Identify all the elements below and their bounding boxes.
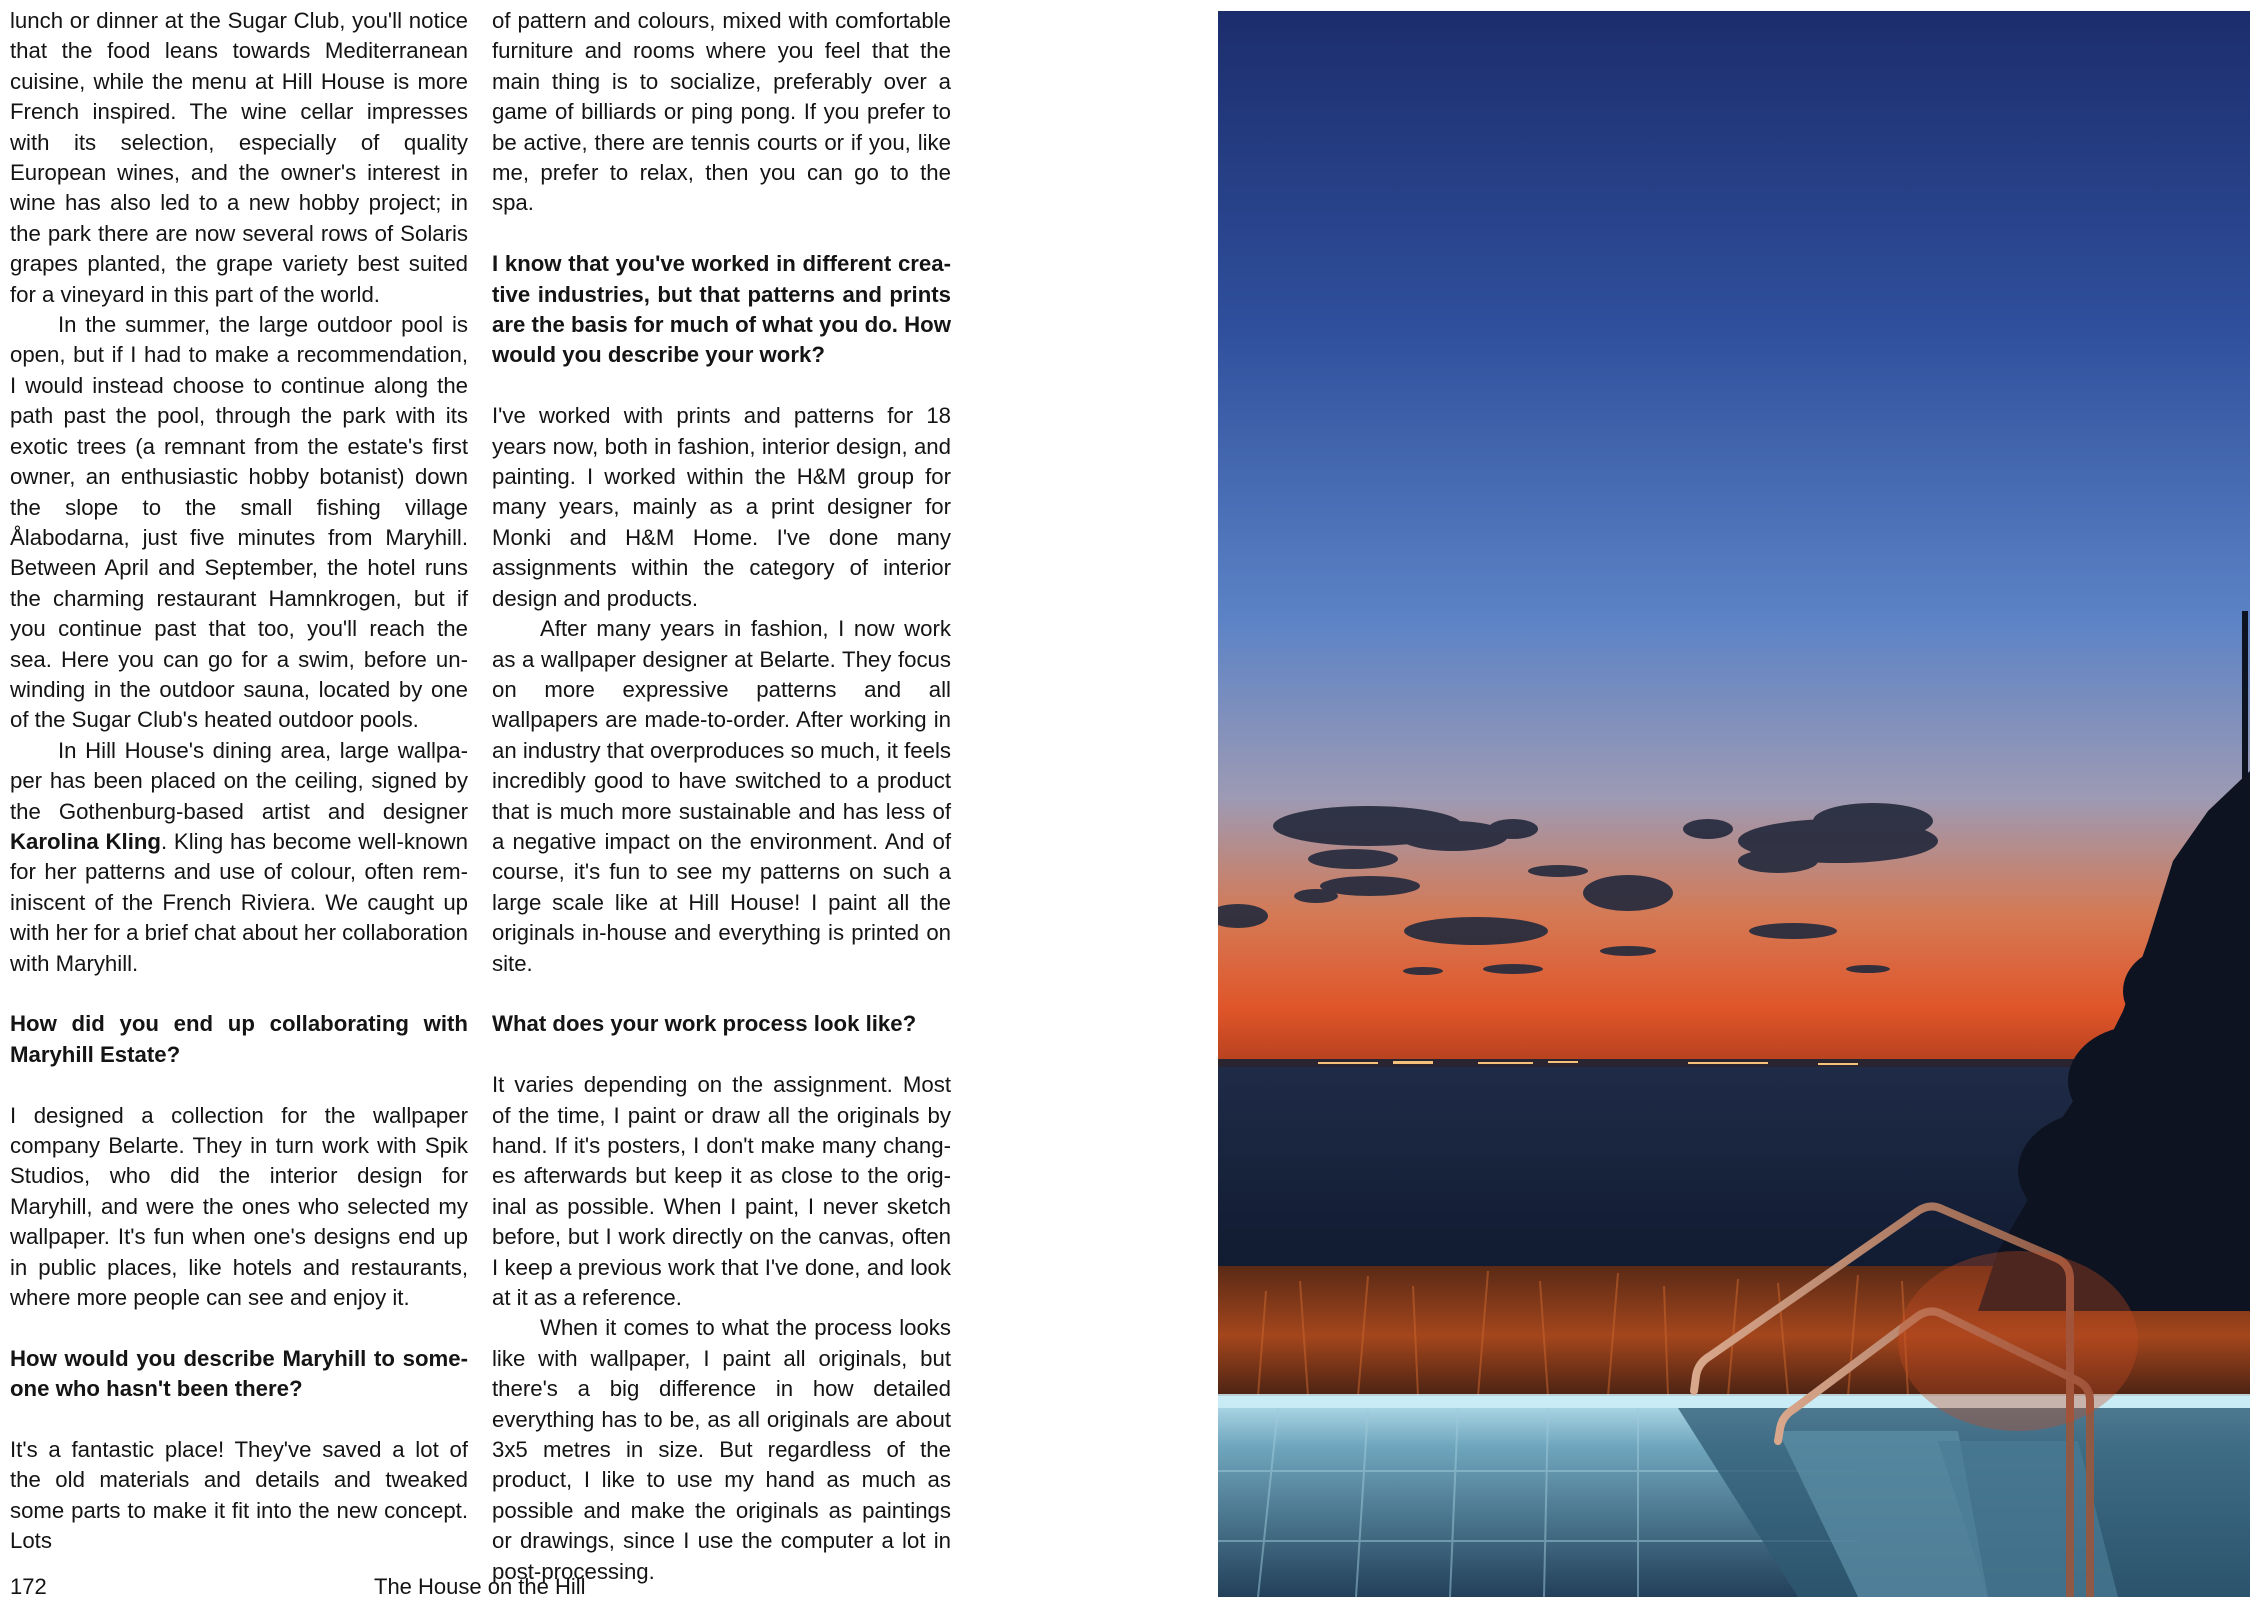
text-column-right — [492, 6, 951, 1587]
paragraph: In the summer, the large outdoor pool is open, but if I had to make a recommendation, I would instead choose to continue along the path past the pool, through the park with its exotic trees (a remnant from the estate's first owner, an enthusiastic hobby botanist) down the slope to the small fishing village Ålabodarna, just five minutes from Maryhill. Between April and September, the hotel runs the charming restaurant Hamnkrogen, but if you continue past that too, you'll reach the sea. Here you can go for a swim, before unwinding in the outdoor sauna, located by one of the Sugar Club's heated outdoor pools. — [10, 312, 468, 733]
sky — [1218, 11, 2250, 1061]
rail-glow — [1898, 1251, 2138, 1431]
interview-answer: When it comes to what the process looks like with wallpaper, I paint all originals, but there's a big difference in how detailed everything has to be, as all originals are about 3x5 metres in size. But regardless of the product, I like to use my hand as much as possible and make the originals as paintings or drawings, since I use the computer a lot in post-processing. — [492, 1315, 951, 1584]
paragraph: lunch or dinner at the Sugar Club, you'll notice that the food leans towards Mediterranean cuisine, while the menu at Hill House is more French inspired. The wine cellar impresses with its selection, especially of quality European wines, and the owner's interest in wine has also led to a new hobby project; in the park there are now several rows of Solaris grapes planted, the grape variety best suited for a vineyard in this part of the world. — [10, 8, 468, 307]
paragraph — [10, 736, 468, 979]
interview-question: How did you end up collaborating with Maryhill Estate? — [10, 1011, 468, 1067]
text-run: In Hill House's dining area, large wallpaper has been placed on the ceiling, signed by the Gothenburg-based artist and designer — [10, 737, 468, 824]
interview-question: What does your work process look like? — [492, 1011, 917, 1037]
interview-answer: It varies depending on the assignment. Most of the time, I paint or draw all the originals by hand. If it's posters, I don't make many changes afterwards but keep it as close to the original as possible. When I paint, I never sketch before, but I work directly on the canvas, often I keep a previous work that I've done, and look at it as a reference. — [492, 1072, 951, 1310]
interview-question: I know that you've worked in different creative industries, but that patterns and prints are the basis for much of what you do. How would you describe your work? — [492, 251, 951, 368]
interview-answer: It's a fantastic place! They've saved a lot of the old materials and details and tweaked some parts to make it fit into the new concept. Lots — [10, 1437, 468, 1554]
designer-name: Karolina Kling — [10, 828, 161, 854]
sunset-pool-photo — [1218, 11, 2250, 1597]
interview-answer: of pattern and colours, mixed with comfortable furniture and rooms where you feel that the main thing is to socialize, preferably over a game of billiards or ping pong. If you prefer to be active, there are tennis courts or if you, like me, prefer to relax, then you can go to the spa. — [492, 8, 951, 216]
interview-question: How would you describe Maryhill to someone who hasn't been there? — [10, 1345, 468, 1402]
interview-answer: After many years in fashion, I now work as a wallpaper designer at Belarte. They focus on more expressive patterns and all wallpapers are made-to-order. After working in an industry that overproduces so much, it feels incredibly good to have switched to a product that is much more sustainable and has less of a negative impact on the environment. And of course, it's fun to see my patterns on such a large scale like at Hill House! I paint all the originals in-house and everything is printed on site. — [492, 616, 951, 976]
text-run: . Kling has become well-known for her patterns and use of colour, often reminiscent of the French Riviera. We caught up with her for a brief chat about her collaboration with Maryhill. — [10, 828, 468, 976]
text-column-left — [10, 6, 468, 1557]
interview-answer: I've worked with prints and patterns for 18 years now, both in fashion, interior design, and painting. I worked within the H&M group for many years, mainly as a print designer for Monki and H&M Home. I've done many assignments within the category of interior design and products. — [492, 403, 951, 611]
interview-answer: I designed a collection for the wallpaper company Belarte. They in turn work with Spik Studios, who did the interior design for Maryhill, and were the ones who selected my wallpaper. It's fun when one's designs end up in public places, like hotels and restaurants, where more people can see and enjoy it. — [10, 1102, 468, 1311]
running-title: The House on the Hill — [374, 1574, 586, 1599]
page-number: 172 — [10, 1574, 47, 1599]
